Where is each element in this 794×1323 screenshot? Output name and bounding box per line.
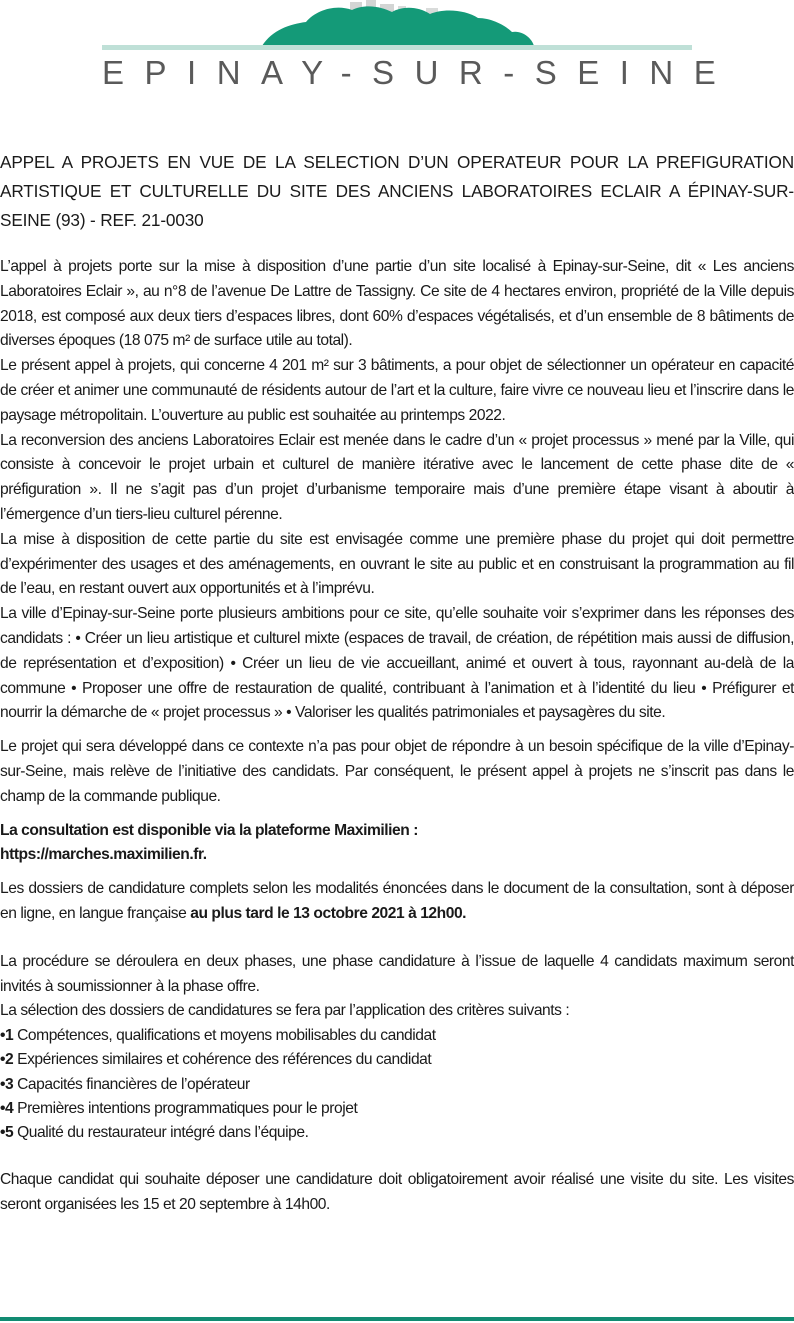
criteria-text: Premières intentions programmatiques pour le projet [13, 1099, 358, 1117]
criteria-intro: La sélection des dossiers de candidatures se fera par l’application des critères suivants : [0, 1002, 570, 1020]
criteria-number: •3 [0, 1075, 14, 1093]
logo-graphic [0, 0, 794, 60]
criteria-text: Expériences similaires et cohérence des références du candidat [13, 1051, 432, 1069]
criteria-text: Compétences, qualifications et moyens mobilisables du candidat [13, 1027, 436, 1045]
criteria-number: •2 [0, 1051, 14, 1069]
criteria-text: Capacités financières de l’opérateur [13, 1075, 250, 1093]
deadline-date: au plus tard le 13 octobre 2021 à 12h00. [190, 904, 467, 922]
criteria-item [0, 1097, 794, 1121]
deadline-paragraph [0, 877, 794, 927]
criteria-number: •4 [0, 1099, 14, 1117]
paragraph-context: Le projet qui sera développé dans ce contexte n’a pas pour objet de répondre à un besoin spécifique de la ville d’Epinay-sur-Seine, mais relève de l’initiative des candidats. Par conséquent, le présent appel à projets ne s’inscrit pas dans le champ de la commande publique. [0, 738, 794, 805]
criteria-number: •1 [0, 1027, 14, 1045]
criteria-item [0, 1121, 794, 1145]
bottom-divider [0, 1317, 794, 1321]
paragraph-first-phase: La mise à disposition de cette partie du site est envisagée comme une première phase du projet qui doit permettre d’expérimenter des usages et des aménagements, en ouvrant le site au public et en construisant la programmation au fil de l’eau, en restant ouvert aux opportunités et à l’imprévu. [0, 530, 794, 598]
procedure-paragraph: La procédure se déroulera en deux phases, une phase candidature à l’issue de laquelle 4 candidats maximum seront invités à soumissionner à la phase offre. [0, 952, 794, 995]
document-title: APPEL A PROJETS EN VUE DE LA SELECTION D’UN OPERATEUR POUR LA PREFIGURATION ARTISTIQUE ET CULTURELLE DU SITE DES ANCIENS LABORATOIRES ECLAIR A ÉPINAY-SUR-SEINE (93) - REF. 21-0030 [0, 152, 794, 230]
paragraph-ambitions: La ville d’Epinay-sur-Seine porte plusieurs ambitions pour ce site, qu’elle souhaite voir s’exprimer dans les réponses des candidats : • Créer un lieu artistique et culturel mixte (espaces de travail, de création, de répétition mais aussi de diffusion, de représentation et d’exposition) • Créer un lieu de vie accueillant, animé et ouvert à tous, rayonnant au-delà de la commune • Proposer une offre de restauration de qualité, contribuant à l’animation et à l’identité du lieu • Préfigurer et nourrir la démarche de « projet processus » • Valoriser les qualités patrimoniales et paysagères du site. [0, 605, 794, 722]
criteria-item [0, 1048, 794, 1072]
deadline-text: Les dossiers de candidature complets selon les modalités énoncées dans le document de la consultation, sont à déposer en ligne, en langue française [0, 880, 794, 922]
criteria-item [0, 1024, 794, 1048]
visit-paragraph: Chaque candidat qui souhaite déposer une candidature doit obligatoirement avoir réalisé une visite du site. Les visites seront organisées les 15 et 20 septembre à 14h00. [0, 1171, 794, 1213]
criteria-item [0, 1073, 794, 1097]
paragraph-reconversion: La reconversion des anciens Laboratoires Eclair est menée dans le cadre d’un « projet processus » mené par la Ville, qui consiste à concevoir le projet urbain et culturel de manière itérative avec le lancement de cette phase dite de « préfiguration ». Il ne s’agit pas d’un projet d’urbanisme temporaire mais d’une première étape visant à aboutir à l’émergence d’un tiers-lieu culturel pérenne. [0, 431, 794, 523]
criteria-number: •5 [0, 1123, 14, 1141]
consultation-url[interactable]: https://marches.maximilien.fr. [0, 846, 207, 864]
paragraph-objective: Le présent appel à projets, qui concerne 4 201 m² sur 3 bâtiments, a pour objet de sélectionner un opérateur en capacité de créer et animer une communauté de résidents autour de l’art et la culture, faire vivre ce nouveau lieu et l’inscrire dans le paysage métropolitain. L’ouverture au public est souhaitée au printemps 2022. [0, 357, 794, 424]
document-body [0, 148, 794, 1218]
paragraph-site: L’appel à projets porte sur la mise à disposition d’une partie d’un site localisé à Epinay-sur-Seine, dit « Les anciens Laboratoires Eclair », au n°8 de l’avenue De Lattre de Tassigny. Ce site de 4 hectares environ, propriété de la Ville depuis 2018, est composé aux deux tiers d’espaces libres, dont 60% d’espaces végétalisés, et d’un ensemble de 8 bâtiments de diverses époques (18 075 m² de surface utile au total). [0, 258, 794, 350]
city-logo [0, 0, 794, 100]
criteria-text: Qualité du restaurateur intégré dans l’équipe. [13, 1123, 309, 1141]
criteria-list [0, 1024, 794, 1145]
logo-wordmark: EPINAY-SUR-SEINE [102, 54, 737, 91]
consultation-platform: La consultation est disponible via la plateforme Maximilien : [0, 821, 418, 839]
